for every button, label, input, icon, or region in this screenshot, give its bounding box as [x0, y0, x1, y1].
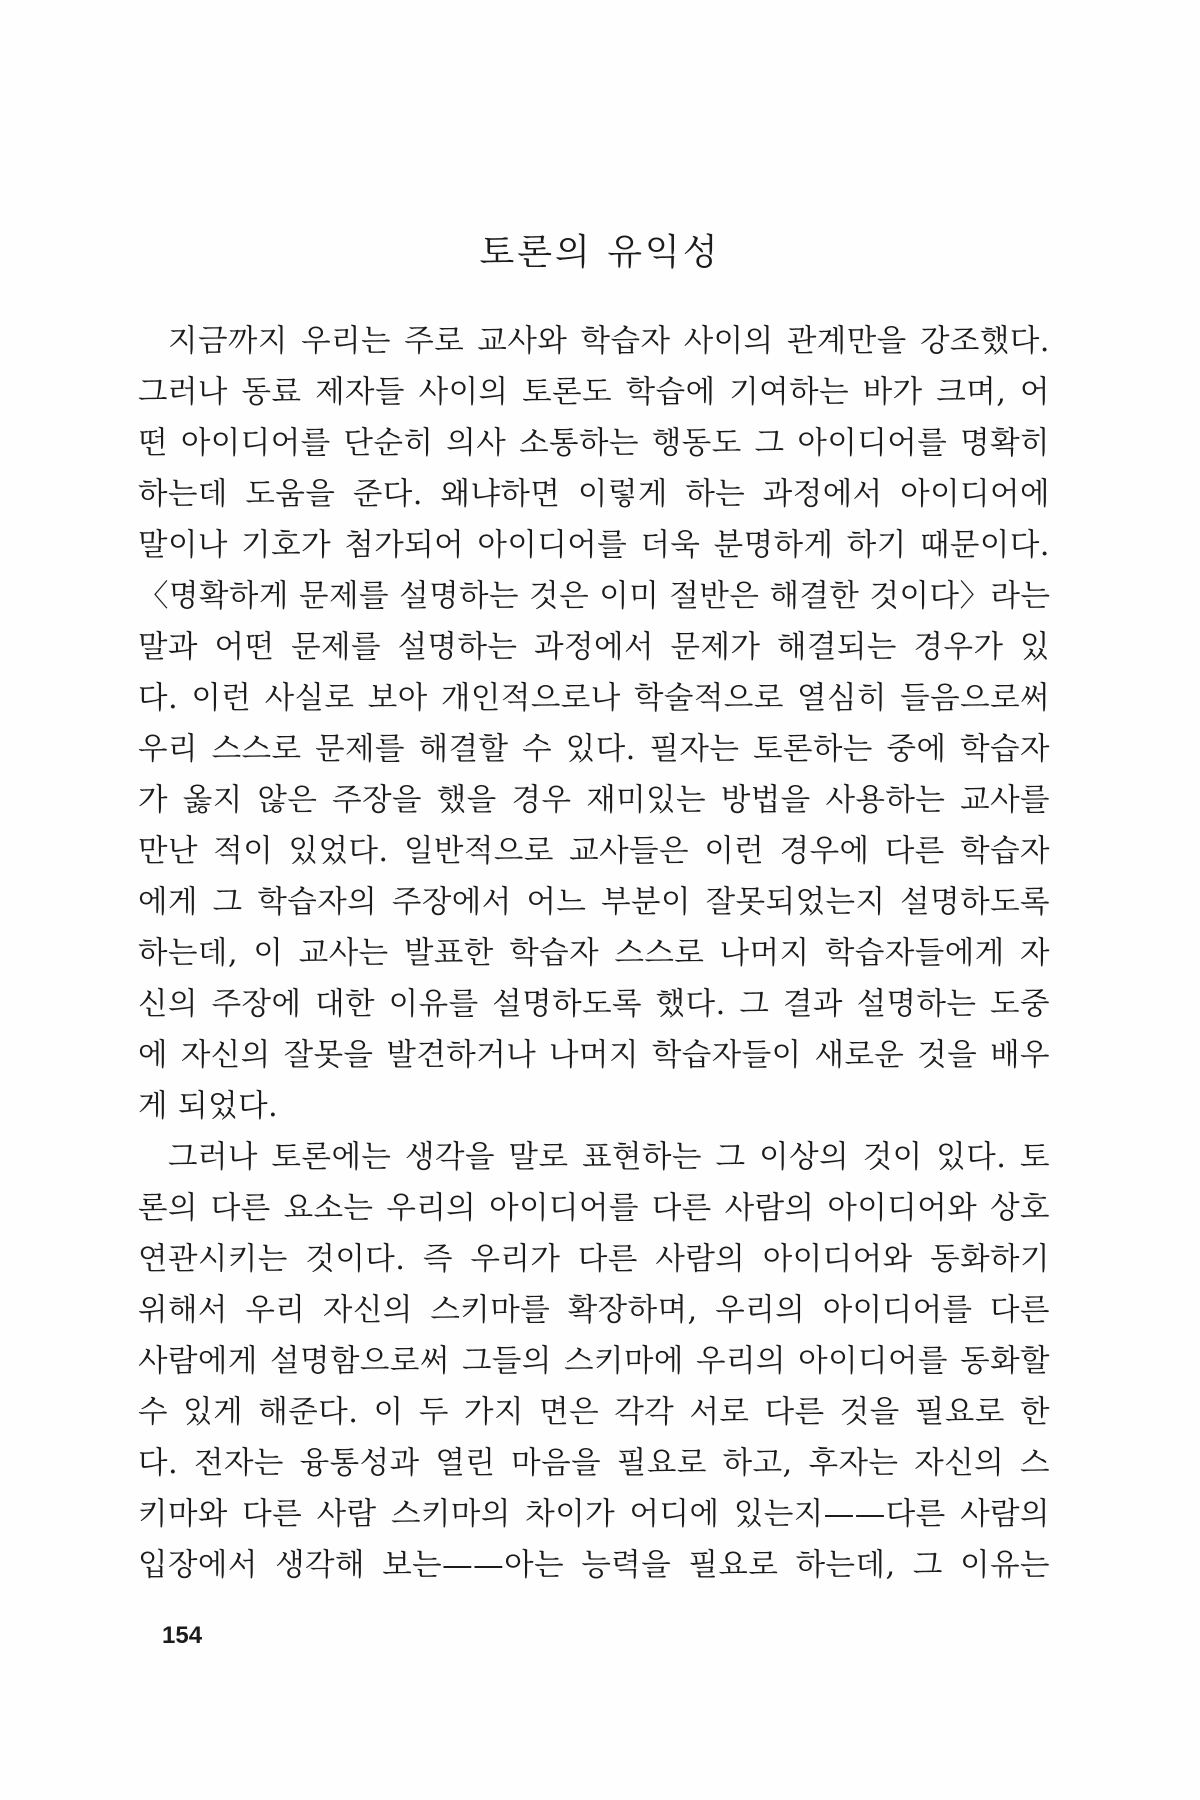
text-line: 하는데, 이 교사는 발표한 학습자 스스로 나머지 학습자들에게 자 [138, 936, 1050, 971]
text-line: 위해서 우리 자신의 스키마를 확장하며, 우리의 아이디어를 다른 [138, 1293, 1050, 1328]
text-line: 신의 주장에 대한 이유를 설명하도록 했다. 그 결과 설명하는 도중 [138, 987, 1050, 1022]
text-line: 에게 그 학습자의 주장에서 어느 부분이 잘못되었는지 설명하도록 [138, 885, 1050, 920]
text-line: 하는데 도움을 준다. 왜냐하면 이렇게 하는 과정에서 아이디어에 [138, 477, 1050, 512]
paragraph-2 [138, 1132, 1050, 1591]
text-line: 입장에서 생각해 보는——아는 능력을 필요로 하는데, 그 이유는 [138, 1548, 1050, 1583]
text-line: 지금까지 우리는 주로 교사와 학습자 사이의 관계만을 강조했다. [168, 324, 1050, 359]
text-line: 그러나 동료 제자들 사이의 토론도 학습에 기여하는 바가 크며, 어 [138, 375, 1050, 410]
text-line: 우리 스스로 문제를 해결할 수 있다. 필자는 토론하는 중에 학습자 [138, 732, 1050, 767]
text-line: 〈명확하게 문제를 설명하는 것은 이미 절반은 해결한 것이다〉라는 [138, 579, 1051, 614]
text-line: 에 자신의 잘못을 발견하거나 나머지 학습자들이 새로운 것을 배우 [138, 1038, 1050, 1073]
page-number: 154 [162, 1622, 203, 1649]
text-line: 수 있게 해준다. 이 두 가지 면은 각각 서로 다른 것을 필요로 한 [138, 1395, 1050, 1430]
text-line: 그러나 토론에는 생각을 말로 표현하는 그 이상의 것이 있다. 토 [168, 1140, 1050, 1175]
paragraph-1 [138, 316, 1050, 1132]
text-line: 사람에게 설명함으로써 그들의 스키마에 우리의 아이디어를 동화할 [138, 1344, 1050, 1379]
text-line: 다. 전자는 융통성과 열린 마음을 필요로 하고, 후자는 자신의 스 [138, 1446, 1050, 1481]
text-line: 키마와 다른 사람 스키마의 차이가 어디에 있는지——다른 사람의 [138, 1497, 1050, 1532]
text-line: 떤 아이디어를 단순히 의사 소통하는 행동도 그 아이디어를 명확히 [138, 426, 1050, 461]
text-line: 연관시키는 것이다. 즉 우리가 다른 사람의 아이디어와 동화하기 [138, 1242, 1050, 1277]
text-line: 만난 적이 있었다. 일반적으로 교사들은 이런 경우에 다른 학습자 [138, 834, 1050, 869]
text-line: 론의 다른 요소는 우리의 아이디어를 다른 사람의 아이디어와 상호 [138, 1191, 1050, 1226]
body-text [138, 316, 1050, 1591]
text-line: 다. 이런 사실로 보아 개인적으로나 학술적으로 열심히 들음으로써 [138, 681, 1050, 716]
text-line: 말과 어떤 문제를 설명하는 과정에서 문제가 해결되는 경우가 있 [138, 630, 1050, 665]
section-title: 토론의 유익성 [479, 232, 721, 273]
text-line: 가 옳지 않은 주장을 했을 경우 재미있는 방법을 사용하는 교사를 [138, 783, 1050, 818]
text-line: 게 되었다. [138, 1089, 279, 1124]
text-line: 말이나 기호가 첨가되어 아이디어를 더욱 분명하게 하기 때문이다. [138, 528, 1050, 563]
